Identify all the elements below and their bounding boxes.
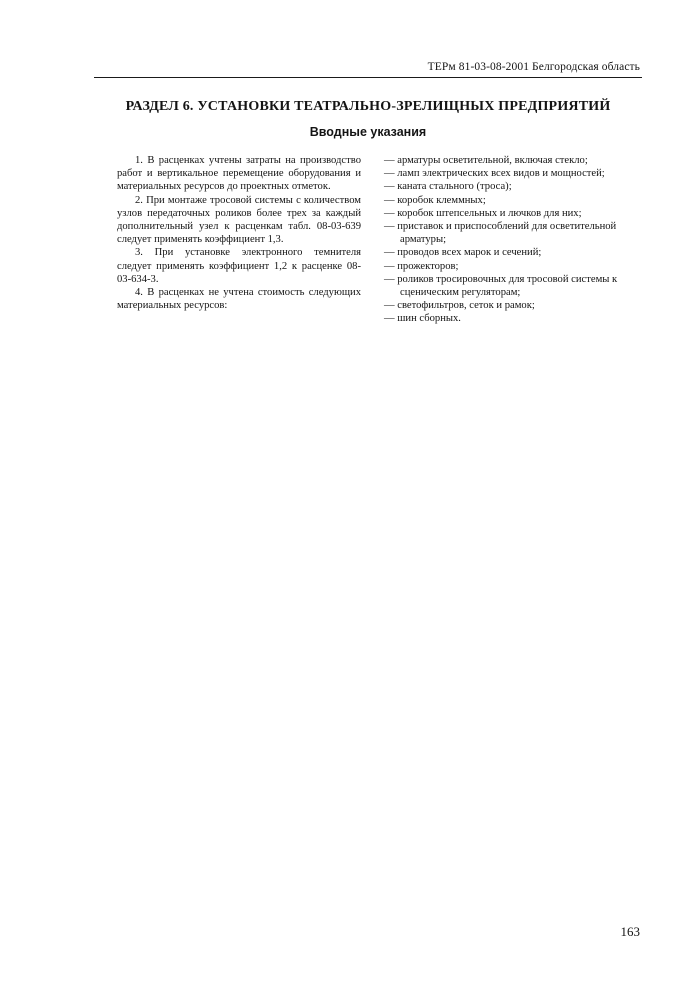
list-item: — роликов тросировочных для тросовой системы к сценическим регуляторам; bbox=[384, 273, 618, 299]
running-header: ТЕРм 81-03-08-2001 Белгородская область bbox=[427, 61, 640, 73]
section-subtitle: Вводные указания bbox=[309, 125, 427, 139]
right-column bbox=[384, 154, 642, 326]
left-column bbox=[117, 154, 361, 312]
list-item: — ламп электрических всех видов и мощностей; bbox=[384, 168, 605, 180]
materials-list bbox=[384, 154, 642, 326]
section-title: РАЗДЕЛ 6. УСТАНОВКИ ТЕАТРАЛЬНО-ЗРЕЛИЩНЫХ ПРЕДПРИЯТИЙ bbox=[125, 99, 611, 114]
list-item: — каната стального (троса); bbox=[384, 181, 512, 193]
list-item: — прожекторов; bbox=[384, 260, 459, 272]
list-item: — проводов всех марок и сечений; bbox=[384, 247, 542, 259]
list-item: — шин сборных. bbox=[384, 313, 461, 325]
list-item: — арматуры осветительной, включая стекло; bbox=[384, 155, 588, 166]
list-item: — коробок клеммных; bbox=[384, 194, 486, 206]
paragraph-4: 4. В расценках не учтена стоимость следующих материальных ресурсов: bbox=[117, 287, 361, 312]
paragraph-1: 1. В расценках учтены затраты на производство работ и вертикальное перемещение оборудования и материальных ресурсов до проектных отметок. bbox=[117, 155, 361, 193]
paragraph-2: 2. При монтаже тросовой системы с количеством узлов передаточных роликов более трех за каждый дополнительный узел к расценкам табл. 08-03-639 следует применять коэффициент 1,3. bbox=[117, 194, 361, 246]
header-divider bbox=[94, 77, 642, 78]
list-item: — светофильтров, сеток и рамок; bbox=[384, 300, 535, 312]
paragraph-3: 3. При установке электронного темнителя следует применять коэффициент 1,2 к расценке 08-03-634-3. bbox=[117, 247, 361, 285]
page-number: 163 bbox=[620, 924, 640, 939]
list-item: — коробок штепсельных и лючков для них; bbox=[384, 207, 582, 219]
list-item: — приставок и приспособлений для осветительной арматуры; bbox=[384, 221, 617, 246]
